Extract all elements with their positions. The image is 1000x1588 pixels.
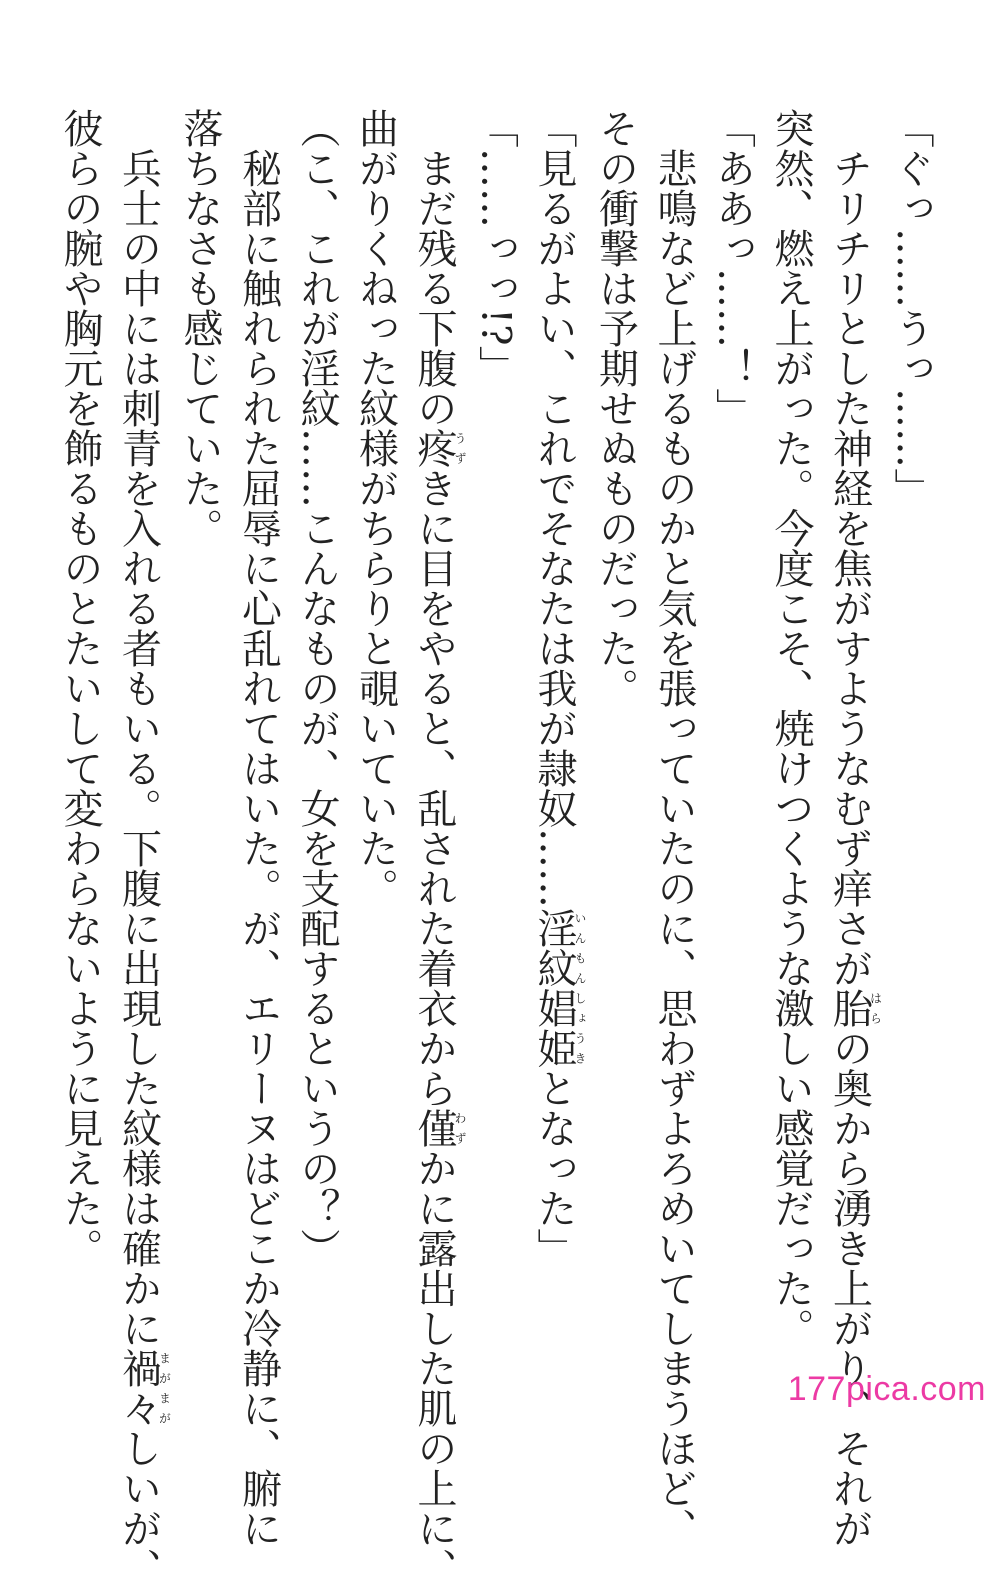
ruby-uzu: 疼うず [411, 428, 467, 468]
text-line-6: その衝撃は予期せぬものだった。 [592, 108, 639, 708]
text-line-7: 「見るがよい、これでそなたは我が隷奴……淫紋娼姫いんもんしょうきとなった」 [531, 108, 587, 1268]
text-line-13: 落ちなさも感じていた。 [177, 108, 223, 548]
ruby-wazu: 僅わず [411, 1108, 467, 1148]
ruby-hara: 胎はら [826, 988, 883, 1028]
text-line-15: 彼らの腕や胸元を飾るものとたいして変わらないように見えた。 [57, 108, 103, 1268]
text-line-2: チリチリとした神経を焦がすようなむず痒さが胎はらの奥から湧き上がり、それが [826, 108, 883, 1548]
text-line-3: 突然、燃え上がった。今度こそ、焼けつくような激しい感覚だった。 [768, 108, 814, 1348]
text-line-12: 秘部に触れられた屈辱に心乱れてはいた。が、エリーヌはどこか冷静に、腑に [235, 108, 282, 1548]
text-line-4: 「ああっ……！」 [709, 108, 756, 428]
site-watermark: 177pica.com [787, 1370, 986, 1408]
text-line-5: 悲鳴など上げるものかと気を張っていたのに、思わずよろめいてしまうほど、 [651, 108, 697, 1548]
text-line-8: 「……っっ!?」 [472, 108, 519, 386]
ruby-inmon: 淫紋娼姫いんもんしょうき [531, 908, 587, 1068]
text-line-10: 曲がりくねった紋様がちらりと覗いていた。 [352, 108, 399, 908]
text-line-9: まだ残る下腹の疼うずきに目をやると、乱された着衣から僅わずかに露出した肌の上に、 [411, 108, 467, 1588]
text-line-14: 兵士の中には刺青を入れる者もいる。下腹に出現した紋様は確かに禍々まがまがしいが、 [115, 108, 172, 1588]
ruby-magamaga: 禍々まがまが [115, 1348, 172, 1428]
text-line-1: 「ぐっ……うっ……」 [888, 108, 934, 508]
text-line-11: （こ、これが淫紋……こんなものが、女を支配するというの？） [294, 108, 340, 1268]
